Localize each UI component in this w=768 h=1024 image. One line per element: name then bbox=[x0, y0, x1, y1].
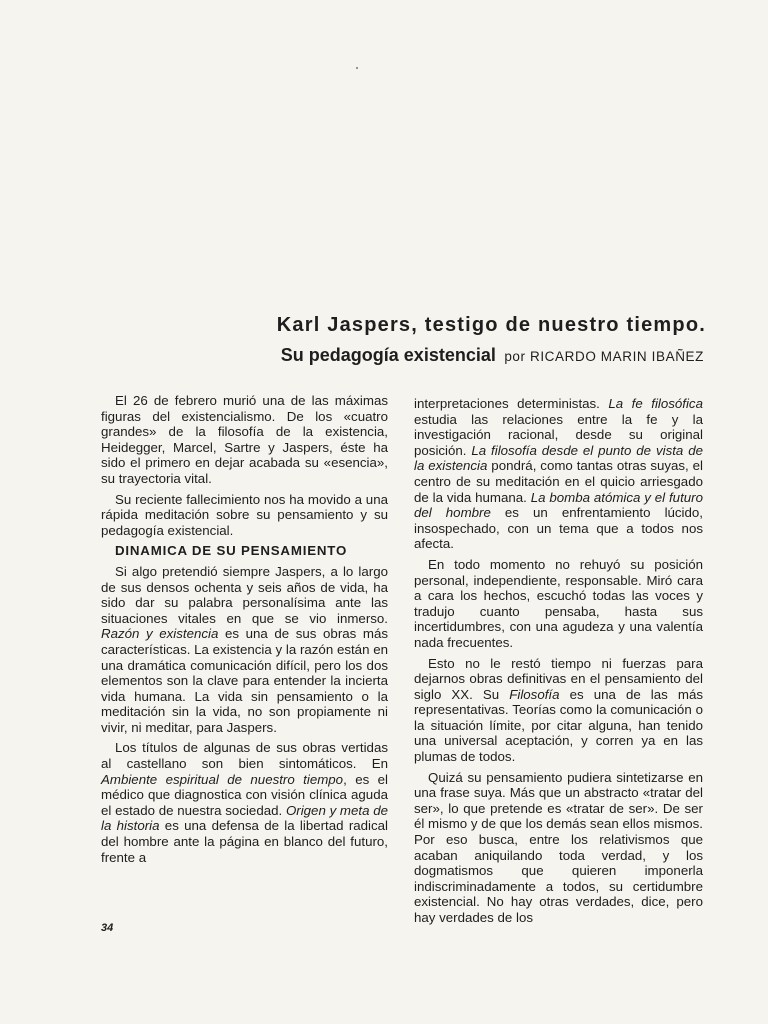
paragraph: Quizá su pensamiento pudiera sintetizarse en una frase suya. Más que un abstracto «tratar del ser», lo que pretende es «tratar de ser». De ser él mismo y de que los demás sean ellos mismos. Por eso busca, entre los relativismos que acaban aniquilando toda verdad, y los dogmatismos que quieren imponerla indiscriminadamente a todos, su certidumbre existencial. No hay otras verdades, dice, pero hay verdades de los bbox=[414, 769, 703, 925]
paragraph bbox=[414, 656, 703, 765]
book-title: Razón y existencia bbox=[101, 626, 219, 642]
book-title: La fe filosófica bbox=[608, 396, 703, 411]
book-title: Ambiente espiritual de nuestro tiempo bbox=[101, 771, 344, 787]
book-title: Filosofía bbox=[509, 686, 560, 702]
book-title: Origen y meta de la historia bbox=[101, 802, 389, 834]
text-run: , es el médico que diagnostica con visión clínica aguda el estado de nuestra sociedad. bbox=[101, 771, 389, 818]
section-heading: DINAMICA DE SU PENSAMIENTO bbox=[115, 543, 348, 559]
text-run: Los títulos de algunas de sus obras vertidas al castellano son bien sintomáticos. En bbox=[101, 740, 388, 772]
book-title: La filosofía desde el punto de vista de la existencia bbox=[414, 442, 703, 474]
article-byline: por RICARDO MARIN IBAÑEZ bbox=[504, 349, 704, 364]
intro-paragraph-1: El 26 de febrero murió una de las máximas figuras del existencialismo. De los «cuatro grandes» de la filosofía de la existencia, Heidegger, Marcel, Sartre y Jaspers, éste ha sido el primero en dejar acabada su «esencia», su trayectoria vital. bbox=[101, 393, 388, 486]
paragraph: En todo momento no rehuyó su posición personal, independiente, responsable. Miró cara a cara los hechos, escuchó todas las voces y tradujo cuanto pensaba, hasta sus incertidumbres, con una agudeza y una valentía nada frecuentes. bbox=[414, 556, 703, 650]
text-run: pondrá, como tantas otras suyas, el centro de su meditación en el quicio arriesgado de la vida humana. bbox=[414, 458, 704, 505]
article-subtitle: Su pedagogía existencial bbox=[280, 345, 496, 365]
paper-speck bbox=[356, 67, 358, 69]
paragraph-3 bbox=[101, 564, 388, 736]
book-title: La bomba atómica y el futuro del hombre bbox=[414, 489, 703, 521]
text-run: es una defensa de la libertad radical del hombre ante la página en blanco del futuro, frente a bbox=[101, 818, 388, 865]
subtitle-line bbox=[281, 345, 704, 366]
page-number: 34 bbox=[101, 922, 114, 934]
text-run: es una de sus obras más características. La existencia y la razón están en una dramática comunicación difícil, pero los dos elementos son la clave para entender la incierta vida humana. La vida sin pensamiento o la meditación sin la vida, no son propiamente ni vivir, ni meditar, para Jaspers. bbox=[101, 626, 388, 735]
right-column bbox=[414, 396, 703, 931]
text-run: es un enfrentamiento lúcido, insospechado, con un tema que a todos nos afecta. bbox=[414, 505, 703, 552]
continued-paragraph bbox=[414, 396, 703, 552]
text-run: Esto no le restó tiempo ni fuerzas para dejarnos obras definitivas en el pensamiento del siglo XX. Su bbox=[414, 655, 703, 702]
article-title: Karl Jaspers, testigo de nuestro tiempo. bbox=[276, 314, 706, 336]
text-run: Si algo pretendió siempre Jaspers, a lo largo de sus densos ochenta y seis años de vida, ha sido dar su palabra personalísima ante las situaciones vitales en que se vio inmerso. bbox=[101, 563, 388, 626]
text-run: estudia las relaciones entre la fe y la investigación racional, desde su original posición. bbox=[414, 411, 703, 458]
left-column bbox=[101, 393, 388, 870]
text-run: es una de las más representativas. Teorías como la comunicación o la situación límite, por citar alguna, han tenido una universal aceptación, y corren ya en las plumas de todos. bbox=[414, 686, 703, 765]
text-run: interpretaciones deterministas. bbox=[414, 396, 609, 411]
paragraph-4 bbox=[101, 740, 388, 865]
intro-paragraph-2: Su reciente fallecimiento nos ha movido a una rápida meditación sobre su pensamiento y su pedagogía existencial. bbox=[101, 491, 388, 538]
